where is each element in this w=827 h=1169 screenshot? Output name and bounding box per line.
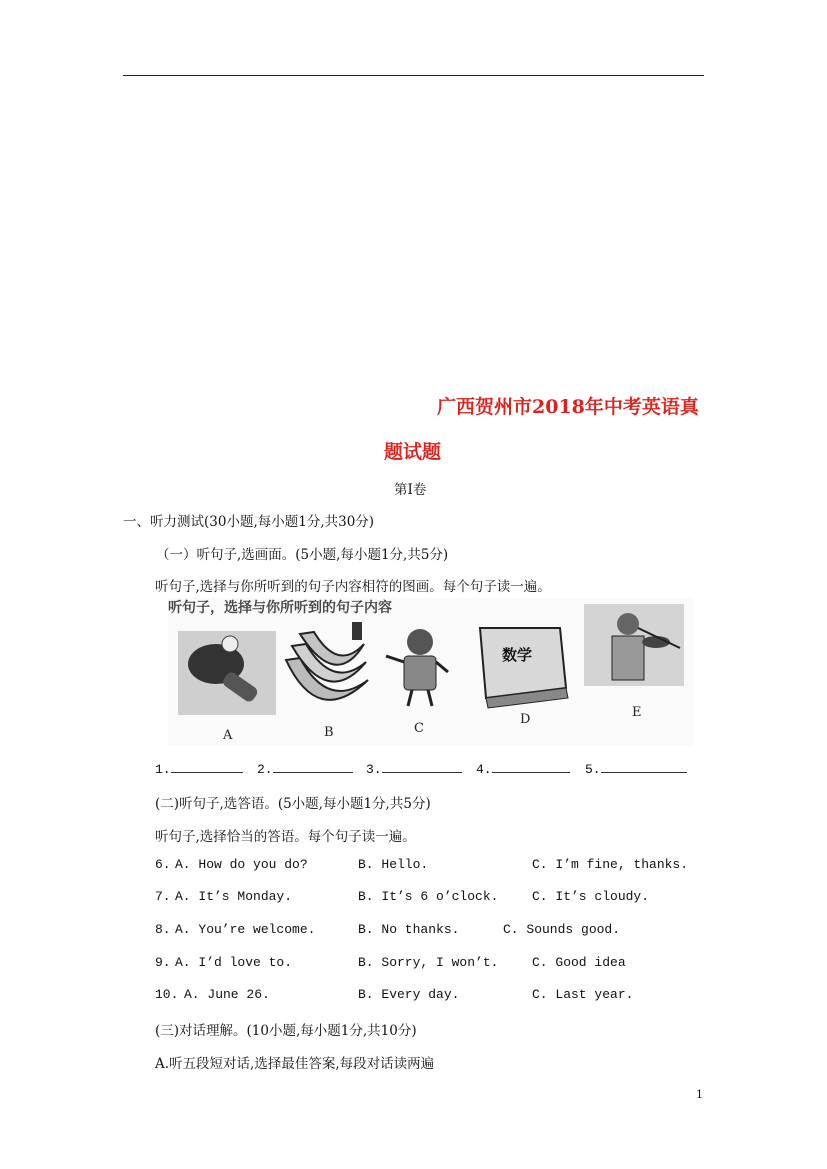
option-c: C. Good idea (532, 955, 626, 970)
blank-number: 2. (257, 762, 273, 777)
volume-label: 第I卷 (394, 482, 427, 498)
document-title-line1: 广西贺州市2018年中考英语真 (437, 396, 699, 418)
part3-sub-a: A.听五段短对话,选择最佳答案,每段对话读两遍 (155, 1056, 435, 1072)
picture-label-a: A (223, 728, 233, 743)
book-title: 数学 (502, 646, 533, 664)
question-number: 10. (155, 987, 179, 1002)
page-number: 1 (696, 1088, 703, 1101)
blank-number: 5. (585, 762, 601, 777)
answer-blank-1 (155, 760, 243, 777)
option-a: A. You’re welcome. (175, 922, 316, 937)
listening-pictures (168, 598, 693, 746)
option-a: A. June 26. (184, 987, 270, 1002)
question-7 (155, 889, 715, 907)
option-b: B. It’s 6 o’clock. (358, 889, 499, 904)
answer-blank-5 (585, 760, 687, 777)
picture-d-math-book (480, 628, 568, 708)
part3-heading: (三)对话理解。(10小题,每小题1分,共10分) (155, 1023, 417, 1039)
option-a: A. It’s Monday. (175, 889, 293, 904)
question-10 (155, 987, 715, 1005)
option-b: B. Hello. (358, 857, 429, 872)
blank-number: 4. (476, 762, 492, 777)
question-number: 7. (155, 889, 171, 904)
question-8 (155, 922, 715, 940)
option-c: C. I’m fine, thanks. (532, 857, 689, 872)
picture-label-d: D (520, 712, 531, 727)
picture-label-b: B (324, 725, 334, 740)
answer-blank-3 (366, 760, 462, 777)
question-6 (155, 857, 715, 875)
image-strip-text: 听句子，选择与你所听到的句子内容 (168, 600, 392, 616)
question-number: 8. (155, 922, 171, 937)
section1-heading: 一、听力测试(30小题,每小题1分,共30分) (123, 514, 375, 530)
picture-label-e: E (632, 705, 642, 720)
part1-heading: （一）听句子,选画面。(5小题,每小题1分,共5分) (156, 547, 449, 563)
option-a: A. How do you do? (175, 857, 308, 872)
option-c: C. Last year. (532, 987, 634, 1002)
question-9 (155, 955, 715, 973)
answer-blank-4 (476, 760, 570, 777)
document-title-line2: 题试题 (384, 441, 442, 463)
picture-a-pingpong-paddle (178, 631, 276, 715)
option-c: C. Sounds good. (503, 922, 621, 937)
option-b: B. Sorry, I won’t. (358, 955, 499, 970)
header-rule (123, 75, 704, 76)
picture-b-bananas (286, 622, 368, 700)
blank-number: 1. (155, 762, 171, 777)
option-c: C. It’s cloudy. (532, 889, 650, 904)
part2-instruction: 听句子,选择恰当的答语。每个句子读一遍。 (155, 829, 416, 845)
blank-number: 3. (366, 762, 382, 777)
option-a: A. I’d love to. (175, 955, 293, 970)
part1-instruction: 听句子,选择与你所听到的句子内容相符的图画。每个句子读一遍。 (155, 579, 551, 595)
picture-label-c: C (414, 721, 424, 736)
question-number: 6. (155, 857, 171, 872)
option-b: B. Every day. (358, 987, 460, 1002)
answer-blank-2 (257, 760, 353, 777)
part2-heading: (二)听句子,选答语。(5小题,每小题1分,共5分) (155, 796, 431, 812)
picture-e-violin-player (584, 604, 684, 686)
picture-c-person (386, 629, 448, 706)
question-number: 9. (155, 955, 171, 970)
option-b: B. No thanks. (358, 922, 460, 937)
